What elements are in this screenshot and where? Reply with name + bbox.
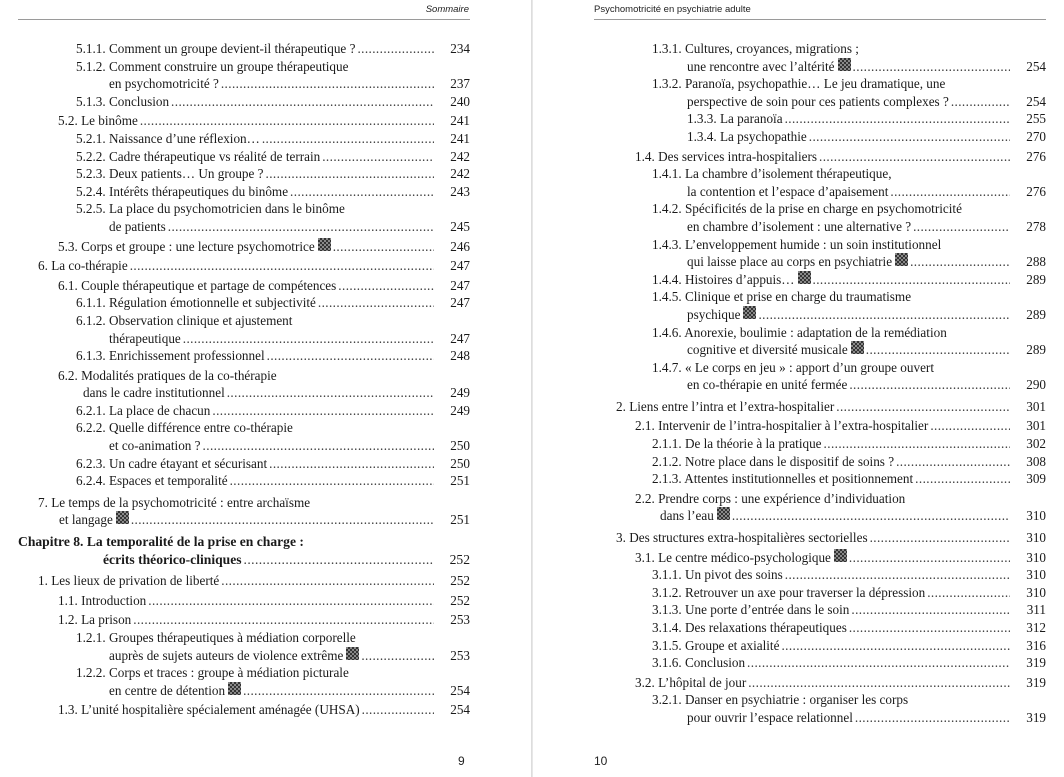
dot-leader: [849, 376, 1010, 394]
dot-leader: [266, 165, 434, 183]
dot-leader: [785, 110, 1010, 128]
toc-page-number: 234: [450, 41, 470, 56]
toc-entry[interactable]: [18, 347, 470, 365]
toc-entry-title: 5.3. Corps et groupe : une lecture psychomotrice: [58, 238, 315, 254]
toc-entry-title: 1.4.3. L’enveloppement humide : un soin institutionnel: [652, 236, 942, 252]
toc-page-number: 302: [1026, 436, 1046, 452]
toc-entry[interactable]: [594, 40, 1046, 75]
right-header-rule: [594, 19, 1046, 20]
toc-entry-title: en chambre d’isolement : une alternative ?: [687, 218, 912, 234]
dot-leader: [853, 58, 1010, 76]
toc-entry[interactable]: [594, 654, 1046, 672]
toc-entry[interactable]: [18, 112, 470, 130]
dot-leader: [748, 674, 1010, 692]
dot-leader: [269, 455, 434, 473]
right-page-toc: [594, 40, 1046, 727]
dot-leader: [290, 183, 434, 201]
toc-page-number: 240: [450, 93, 470, 109]
toc-page-number: 288: [1026, 254, 1046, 270]
dot-leader: [221, 75, 434, 93]
toc-entry-title: 1.4.5. Clinique et prise en charge du traumatisme: [652, 289, 912, 305]
toc-entry-title: 6.1.3. Enrichissement professionnel: [76, 348, 265, 364]
dot-leader: [140, 112, 434, 130]
toc-entry-title: de patients: [109, 218, 166, 234]
dot-leader: [758, 306, 1010, 324]
toc-entry-title: 1.4. Des services intra-hospitaliers: [635, 148, 818, 164]
toc-entry-title: 3.1.3. Une porte d’entrée dans le soin: [652, 602, 850, 618]
dot-leader: [809, 128, 1010, 146]
toc-page-number: 253: [450, 612, 470, 628]
toc-entry-title: en centre de détention: [109, 682, 226, 698]
toc-entry-title: 6.2.1. La place de chacun: [76, 402, 211, 418]
toc-entry-title: 3.1.2. Retrouver un axe pour traverser la dépression: [652, 584, 926, 600]
toc-page-number: 247: [450, 277, 470, 293]
dot-leader: [318, 294, 434, 312]
toc-entry-title: 3.1.4. Des relaxations thérapeutiques: [652, 620, 847, 635]
toc-entry-title: 2. Liens entre l’intra et l’extra-hospitalier: [616, 398, 835, 414]
toc-entry[interactable]: [594, 128, 1046, 146]
dot-leader: [362, 701, 434, 719]
toc-page-number: 252: [450, 573, 470, 589]
toc-entry[interactable]: [594, 288, 1046, 323]
toc-entry[interactable]: [18, 419, 470, 454]
toc-entry-title: 3.1. Le centre médico-psychologique: [635, 549, 831, 565]
qr-code-icon: [851, 341, 864, 354]
toc-page-number: 245: [450, 218, 470, 234]
toc-page-number: 254: [1026, 58, 1046, 74]
toc-entry-title: 6.2.2. Quelle différence entre co-thérapie: [76, 420, 293, 436]
toc-entry-title: 1.4.7. « Le corps en jeu » : apport d’un groupe ouvert: [652, 359, 934, 375]
toc-entry-title: 2.1.3. Attentes institutionnelles et positionnement: [652, 471, 914, 487]
toc-entry-title: 6. La co-thérapie: [38, 258, 128, 274]
qr-code-icon: [895, 253, 908, 266]
dot-leader: [361, 647, 434, 665]
toc-page-number: 301: [1026, 418, 1046, 434]
dot-leader: [212, 402, 434, 420]
dot-leader: [910, 253, 1010, 271]
toc-entry-title: 3. Des structures extra-hospitalières sectorielles: [616, 530, 868, 546]
toc-entry[interactable]: [594, 324, 1046, 359]
toc-page-number: 251: [450, 473, 470, 489]
toc-entry[interactable]: [18, 592, 470, 610]
dot-leader: [785, 566, 1010, 584]
qr-code-icon: [798, 271, 811, 284]
toc-page-number: 310: [1026, 508, 1046, 524]
toc-entry-title: 3.1.1. Un pivot des soins: [652, 567, 783, 583]
dot-leader: [819, 148, 1010, 166]
toc-entry[interactable]: [594, 674, 1046, 692]
toc-entry[interactable]: [594, 417, 1046, 435]
toc-page-number: 310: [1026, 530, 1046, 546]
toc-entry[interactable]: [594, 637, 1046, 655]
toc-entry-title: Chapitre 8. La temporalité de la prise en charge :: [18, 534, 304, 550]
toc-entry[interactable]: [594, 271, 1046, 289]
toc-entry-title: thérapeutique: [109, 330, 181, 346]
toc-entry[interactable]: [594, 398, 1046, 416]
toc-entry-title: cognitive et diversité musicale: [687, 342, 848, 358]
toc-entry[interactable]: [594, 619, 1046, 637]
dot-leader: [133, 611, 434, 629]
toc-entry[interactable]: [18, 148, 470, 166]
toc-entry[interactable]: [18, 93, 470, 111]
toc-entry[interactable]: [18, 402, 470, 420]
toc-entry-title: la contention et l’espace d’apaisement: [687, 183, 889, 199]
toc-page-number: 252: [450, 592, 470, 608]
dot-leader: [171, 93, 434, 111]
toc-entry-title: 2.1.2. Notre place dans le dispositif de soins ?: [652, 453, 895, 469]
dot-leader: [357, 40, 434, 58]
toc-entry[interactable]: [18, 294, 470, 312]
toc-page-number: 309: [1026, 471, 1046, 487]
toc-entry-title: une rencontre avec l’altérité: [687, 58, 835, 74]
dot-leader: [855, 709, 1010, 727]
toc-page-number: 312: [1026, 620, 1046, 635]
toc-entry[interactable]: [594, 236, 1046, 271]
toc-entry-title: 3.2.1. Danser en psychiatrie : organiser les corps: [652, 692, 909, 708]
dot-leader: [338, 277, 434, 295]
toc-entry-title: et co-animation ?: [109, 438, 201, 454]
qr-code-icon: [346, 647, 359, 660]
dot-leader: [849, 549, 1010, 567]
toc-entry-title: 1.1. Introduction: [58, 592, 147, 608]
toc-page-number: 247: [450, 258, 470, 274]
dot-leader: [915, 470, 1010, 488]
toc-entry-title: 1.4.2. Spécificités de la prise en charge en psychomotricité: [652, 201, 962, 217]
toc-entry[interactable]: [18, 611, 470, 629]
toc-entry[interactable]: [594, 453, 1046, 471]
toc-entry[interactable]: [18, 312, 470, 347]
toc-page-number: 319: [1026, 655, 1046, 671]
toc-page-number: 270: [1026, 128, 1046, 144]
toc-entry-title: 1.3.3. La paranoïa: [687, 111, 783, 127]
toc-entry[interactable]: [18, 367, 470, 402]
toc-page-number: 276: [1026, 183, 1046, 199]
toc-entry[interactable]: [594, 529, 1046, 547]
toc-entry[interactable]: [594, 549, 1046, 567]
dot-leader: [836, 398, 1010, 416]
toc-entry-title: 7. Le temps de la psychomotricité : entre archaïsme: [38, 494, 311, 510]
toc-entry[interactable]: [594, 566, 1046, 584]
qr-code-icon: [834, 549, 847, 562]
toc-page-number: 254: [1026, 93, 1046, 109]
toc-page-number: 241: [450, 113, 470, 129]
dot-leader: [183, 330, 434, 348]
dot-leader: [927, 584, 1010, 602]
toc-entry-title: 6.1.1. Régulation émotionnelle et subjectivité: [76, 295, 316, 311]
toc-page-number: 247: [450, 330, 470, 346]
toc-entry-title: dans le cadre institutionnel: [83, 385, 225, 401]
toc-entry-title: 5.2.4. Intérêts thérapeutiques du binôme: [76, 183, 289, 199]
dot-leader: [824, 435, 1010, 453]
toc-entry-title: en psychomotricité ?: [109, 76, 219, 92]
dot-leader: [322, 148, 434, 166]
qr-code-icon: [318, 238, 331, 251]
dot-leader: [913, 218, 1010, 236]
toc-page-number: 251: [450, 512, 470, 528]
toc-entry-title: perspective de soin pour ces patients complexes ?: [687, 93, 949, 109]
toc-entry-title: 1.2.2. Corps et traces : groupe à médiation picturale: [76, 665, 349, 681]
qr-code-icon: [717, 507, 730, 520]
toc-page-number: 316: [1026, 637, 1046, 653]
toc-entry[interactable]: [18, 664, 470, 699]
dot-leader: [148, 592, 434, 610]
toc-entry[interactable]: [18, 277, 470, 295]
dot-leader: [849, 619, 1010, 637]
toc-page-number: 249: [450, 385, 470, 401]
toc-entry[interactable]: [594, 490, 1046, 525]
dot-leader: [890, 183, 1010, 201]
qr-code-icon: [228, 682, 241, 695]
dot-leader: [870, 529, 1010, 547]
toc-entry-title: 5.1.3. Conclusion: [76, 93, 170, 109]
toc-entry[interactable]: [594, 165, 1046, 200]
toc-page-number: 319: [1026, 674, 1046, 690]
toc-entry[interactable]: [594, 148, 1046, 166]
toc-page-number: 310: [1026, 567, 1046, 583]
toc-entry[interactable]: [18, 200, 470, 235]
toc-entry[interactable]: [18, 257, 470, 275]
toc-page-number: 311: [1026, 602, 1046, 618]
dot-leader: [243, 682, 434, 700]
toc-entry-title: 3.2. L’hôpital de jour: [635, 674, 747, 690]
toc-entry-title: 1.3.1. Cultures, croyances, migrations ;: [652, 41, 859, 56]
dot-leader: [951, 93, 1010, 111]
qr-code-icon: [116, 511, 129, 524]
toc-entry[interactable]: [18, 40, 470, 58]
book-gutter: [531, 0, 533, 777]
toc-entry-title: 5.2.3. Deux patients… Un groupe ?: [76, 166, 264, 182]
toc-page-number: 248: [450, 348, 470, 364]
toc-entry[interactable]: [594, 200, 1046, 235]
toc-entry[interactable]: [18, 130, 470, 148]
toc-page-number: 237: [450, 76, 470, 92]
toc-page-number: 289: [1026, 342, 1046, 358]
toc-page-number: 252: [449, 551, 470, 567]
toc-entry-title: 1.4.1. La chambre d’isolement thérapeutique,: [652, 166, 892, 182]
toc-entry-title: 6.2. Modalités pratiques de la co-thérapie: [58, 367, 277, 383]
toc-page-number: 254: [450, 702, 470, 718]
qr-code-icon: [838, 58, 851, 71]
toc-entry-title: et langage: [59, 512, 113, 528]
toc-page-number: 242: [450, 148, 470, 164]
toc-chapter-entry[interactable]: [18, 533, 470, 568]
dot-leader: [244, 551, 434, 569]
dot-leader: [866, 341, 1010, 359]
dot-leader: [732, 507, 1010, 525]
toc-entry-title: 5.2.5. La place du psychomotricien dans le binôme: [76, 201, 345, 217]
toc-entry-title: pour ouvrir l’espace relationnel: [687, 709, 853, 725]
right-page-number: 10: [594, 754, 608, 768]
toc-page-number: 247: [450, 295, 470, 311]
toc-entry-title: 6.1. Couple thérapeutique et partage de compétences: [58, 277, 337, 293]
toc-entry[interactable]: [594, 601, 1046, 619]
toc-entry-title: 6.1.2. Observation clinique et ajustement: [76, 312, 293, 328]
toc-entry-title: 2.1.1. De la théorie à la pratique: [652, 436, 822, 452]
toc-entry-title: 1. Les lieux de privation de liberté: [38, 573, 220, 589]
toc-entry-title: 5.1.1. Comment un groupe devient-il thérapeutique ?: [76, 41, 356, 56]
toc-page-number: 250: [450, 455, 470, 471]
dot-leader: [131, 511, 434, 529]
dot-leader: [230, 472, 434, 490]
toc-page-number: 255: [1026, 111, 1046, 127]
toc-entry-title: 6.2.3. Un cadre étayant et sécurisant: [76, 455, 268, 471]
toc-entry-title: auprès de sujets auteurs de violence extrême: [109, 647, 344, 663]
left-header-rule: [18, 19, 470, 20]
toc-entry[interactable]: [18, 472, 470, 490]
toc-entry-title: 1.2. La prison: [58, 612, 132, 628]
toc-entry[interactable]: [18, 494, 470, 529]
dot-leader: [168, 218, 434, 236]
toc-entry[interactable]: [594, 110, 1046, 128]
toc-entry-title: 6.2.4. Espaces et temporalité: [76, 473, 228, 489]
toc-entry-title: qui laisse place au corps en psychiatrie: [687, 254, 893, 270]
toc-page-number: 319: [1026, 709, 1046, 725]
dot-leader: [203, 437, 434, 455]
toc-entry[interactable]: [18, 629, 470, 664]
toc-page-number: 253: [450, 647, 470, 663]
dot-leader: [747, 654, 1010, 672]
left-page-number: 9: [458, 754, 465, 768]
toc-entry-title: 2.1. Intervenir de l’intra-hospitalier à l’extra-hospitalier: [635, 418, 929, 434]
toc-entry[interactable]: [594, 470, 1046, 488]
toc-entry-title: 1.3. L’unité hospitalière spécialement aménagée (UHSA): [58, 702, 360, 718]
toc-entry-title: 5.2. Le binôme: [58, 113, 138, 129]
toc-page-number: 250: [450, 438, 470, 454]
toc-page-number: 289: [1026, 306, 1046, 322]
toc-page-number: 243: [450, 183, 470, 199]
dot-leader: [896, 453, 1010, 471]
toc-entry-title: 5.2.1. Naissance d’une réflexion…: [76, 130, 260, 146]
toc-entry-title: 2.2. Prendre corps : une expérience d’individuation: [635, 490, 906, 506]
toc-page-number: 242: [450, 166, 470, 182]
toc-entry[interactable]: [594, 359, 1046, 394]
toc-entry[interactable]: [18, 183, 470, 201]
toc-page-number: 246: [450, 238, 470, 254]
toc-page-number: 249: [450, 402, 470, 418]
toc-page-number: 308: [1026, 453, 1046, 469]
toc-entry-title: en co-thérapie en unité fermée: [687, 377, 848, 393]
dot-leader: [227, 384, 434, 402]
toc-entry-title: psychique: [687, 306, 741, 322]
toc-page-number: 290: [1026, 377, 1046, 393]
dot-leader: [813, 271, 1011, 289]
dot-leader: [333, 238, 434, 256]
left-running-head: Sommaire: [425, 4, 469, 15]
right-running-head: Psychomotricité en psychiatrie adulte: [594, 4, 751, 15]
toc-page-number: 278: [1026, 218, 1046, 234]
toc-entry[interactable]: [594, 584, 1046, 602]
toc-entry-title: 1.2.1. Groupes thérapeutiques à médiation corporelle: [76, 630, 356, 645]
qr-code-icon: [743, 306, 756, 319]
toc-entry-title: 3.1.6. Conclusion: [652, 655, 746, 671]
toc-page-number: 289: [1026, 271, 1046, 287]
toc-entry[interactable]: [18, 238, 470, 256]
toc-entry[interactable]: [18, 572, 470, 590]
left-page-toc: [18, 40, 470, 719]
toc-entry[interactable]: [594, 691, 1046, 726]
toc-entry-title: 5.2.2. Cadre thérapeutique vs réalité de terrain: [76, 148, 321, 164]
toc-page-number: 254: [450, 682, 470, 698]
toc-entry-title: 1.3.2. Paranoïa, psychopathie… Le jeu dramatique, une: [652, 76, 946, 92]
toc-entry[interactable]: [594, 75, 1046, 110]
toc-entry-title: 1.4.4. Histoires d’appuis…: [652, 271, 795, 287]
toc-page-number: 241: [450, 130, 470, 146]
dot-leader: [781, 637, 1010, 655]
dot-leader: [930, 417, 1010, 435]
toc-entry[interactable]: [18, 701, 470, 719]
toc-entry-title: écrits théorico-cliniques: [103, 551, 242, 567]
dot-leader: [130, 257, 434, 275]
toc-page-number: 301: [1026, 398, 1046, 414]
toc-entry-title: 3.1.5. Groupe et axialité: [652, 637, 780, 653]
toc-page-number: 310: [1026, 549, 1046, 565]
toc-entry[interactable]: [18, 58, 470, 93]
toc-page-number: 276: [1026, 148, 1046, 164]
toc-entry[interactable]: [18, 165, 470, 183]
toc-entry-title: 1.3.4. La psychopathie: [687, 128, 807, 144]
toc-entry-title: 1.4.6. Anorexie, boulimie : adaptation de la remédiation: [652, 324, 947, 340]
toc-page-number: 310: [1026, 584, 1046, 600]
toc-entry-title: 5.1.2. Comment construire un groupe thérapeutique: [76, 58, 349, 74]
dot-leader: [221, 572, 434, 590]
toc-entry[interactable]: [594, 435, 1046, 453]
dot-leader: [267, 347, 434, 365]
dot-leader: [262, 130, 434, 148]
toc-entry[interactable]: [18, 455, 470, 473]
toc-entry-title: dans l’eau: [660, 508, 714, 524]
dot-leader: [851, 601, 1010, 619]
